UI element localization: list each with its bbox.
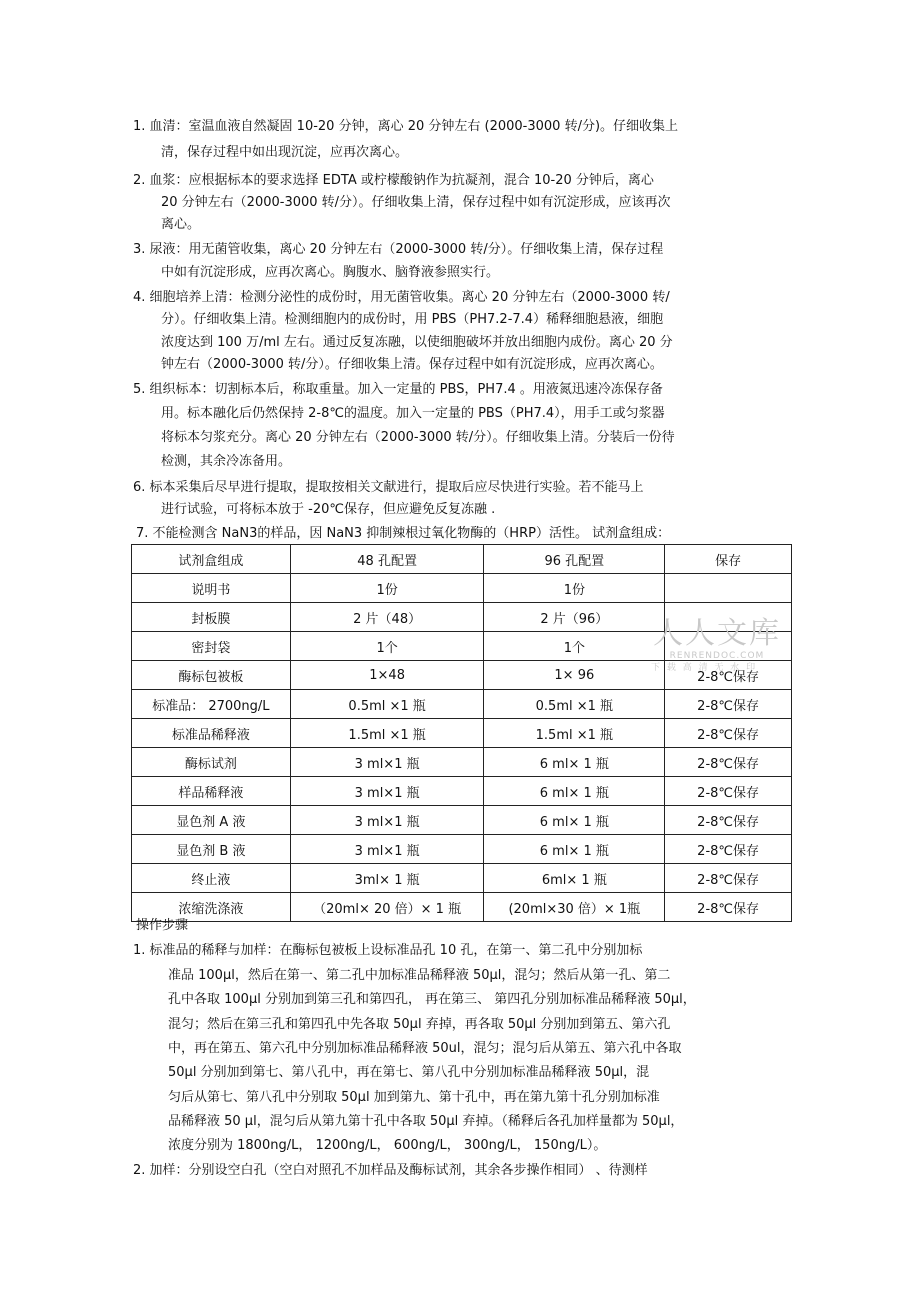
table-cell: 2 片（96） xyxy=(484,603,665,632)
header-cell: 96 孔配置 xyxy=(484,545,665,574)
section-5-line-3: 将标本匀浆充分。离心 20 分钟左右（2000-3000 转/分）。仔细收集上清。分装后一份待 xyxy=(161,430,675,445)
table-cell xyxy=(665,574,792,603)
table-cell: 2-8℃保存 xyxy=(665,719,792,748)
table-row xyxy=(132,574,792,603)
table-cell: 1个 xyxy=(484,632,665,661)
table-cell: 2-8℃保存 xyxy=(665,661,792,690)
table-cell: 2-8℃保存 xyxy=(665,893,792,922)
section-6-line-2: 进行试验，可将标本放于 -20℃保存，但应避免反复冻融 . xyxy=(161,502,496,517)
table-cell: 说明书 xyxy=(132,574,291,603)
table-row xyxy=(132,864,792,893)
watermark-tagline: 下 载 高 清 无 水 印 xyxy=(651,663,758,673)
table-cell: 3 ml×1 瓶 xyxy=(290,835,484,864)
step-1-line-4: 混匀；然后在第三孔和第四孔中先各取 50μl 弃掉，再各取 50μl 分别加到第五、第六孔 xyxy=(168,1017,671,1032)
section-4-line-2: 分）。仔细收集上清。检测细胞内的成份时，用 PBS（PH7.2-7.4）稀释细胞悬液，细胞 xyxy=(161,312,664,327)
section-4-line-4: 钟左右（2000-3000 转/分）。仔细收集上清。保存过程中如有沉淀形成，应再次离心。 xyxy=(161,357,663,372)
table-cell: 显色剂 B 液 xyxy=(132,835,291,864)
step-1-line-1: 1. 标准品的稀释与加样：在酶标包被板上设标准品孔 10 孔，在第一、第二孔中分别加标 xyxy=(133,943,643,958)
section-1-line-2: 清，保存过程中如出现沉淀，应再次离心。 xyxy=(161,145,409,160)
table-cell: 2-8℃保存 xyxy=(665,748,792,777)
table-cell: （20ml× 20 倍）× 1 瓶 xyxy=(290,893,484,922)
section-3-line-1: 3. 尿液：用无菌管收集，离心 20 分钟左右（2000-3000 转/分）。仔细收集上清，保存过程 xyxy=(133,242,664,257)
table-cell: 3 ml×1 瓶 xyxy=(290,748,484,777)
table-cell: 显色剂 A 液 xyxy=(132,806,291,835)
table-cell: 0.5ml ×1 瓶 xyxy=(484,690,665,719)
table-cell: 密封袋 xyxy=(132,632,291,661)
table-row xyxy=(132,835,792,864)
section-3-line-2: 中如有沉淀形成，应再次离心。胸腹水、脑脊液参照实行。 xyxy=(161,265,500,280)
table-row xyxy=(132,893,792,922)
step-1-line-5: 中，再在第五、第六孔中分别加标准品稀释液 50ul，混匀；混匀后从第五、第六孔中各取 xyxy=(168,1041,682,1056)
procedure-heading: 操作步骤 xyxy=(136,918,189,933)
table-cell: 2-8℃保存 xyxy=(665,806,792,835)
table-cell: 1× 96 xyxy=(484,661,665,690)
watermark-logo: 人人文库 xyxy=(653,616,781,651)
watermark xyxy=(647,618,787,674)
table-cell: 1.5ml ×1 瓶 xyxy=(484,719,665,748)
kit-composition-table xyxy=(131,544,792,922)
table-cell: 标准品稀释液 xyxy=(132,719,291,748)
watermark-domain: RENRENDOC.COM xyxy=(669,651,765,661)
table-cell: 6 ml× 1 瓶 xyxy=(484,806,665,835)
table-cell: 1份 xyxy=(290,574,484,603)
table-row xyxy=(132,748,792,777)
table-cell: 2 片（48） xyxy=(290,603,484,632)
section-4-line-1: 4. 细胞培养上清：检测分泌性的成份时，用无菌管收集。离心 20 分钟左右（2000-3000 转/ xyxy=(133,290,670,305)
section-5-line-2: 用。标本融化后仍然保持 2-8℃的温度。加入一定量的 PBS（PH7.4），用手工或匀浆器 xyxy=(161,406,665,421)
table-cell: 终止液 xyxy=(132,864,291,893)
table-cell: 1.5ml ×1 瓶 xyxy=(290,719,484,748)
table-cell: 0.5ml ×1 瓶 xyxy=(290,690,484,719)
table-cell: 标准品： 2700ng/L xyxy=(132,690,291,719)
table-cell: 3ml× 1 瓶 xyxy=(290,864,484,893)
step-1-line-9: 浓度分别为 1800ng/L， 1200ng/L， 600ng/L， 300ng/L， 150ng/L）。 xyxy=(168,1138,607,1153)
table-cell: 1个 xyxy=(290,632,484,661)
table-cell: 3 ml×1 瓶 xyxy=(290,777,484,806)
section-4-line-3: 浓度达到 100 万/ml 左右。通过反复冻融，以使细胞破坏并放出细胞内成份。离心 20 分 xyxy=(161,335,673,350)
table-row xyxy=(132,777,792,806)
step-1-line-2: 准品 100μl，然后在第一、第二孔中加标准品稀释液 50μl，混匀；然后从第一孔、第二 xyxy=(168,968,671,983)
step-1-line-3: 孔中各取 100μl 分别加到第三孔和第四孔， 再在第三、 第四孔分别加标准品稀释液 50μl， xyxy=(168,992,696,1007)
table-cell: 封板膜 xyxy=(132,603,291,632)
section-5-line-4: 检测，其余冷冻备用。 xyxy=(161,454,292,469)
section-7-line-1: 7. 不能检测含 NaN3的样品，因 NaN3 抑制辣根过氧化物酶的（HRP）活性。 试剂盒组成： xyxy=(136,526,671,541)
section-2-line-3: 离心。 xyxy=(161,217,201,232)
section-6-line-1: 6. 标本采集后尽早进行提取，提取按相关文献进行，提取后应尽快进行实验。若不能马上 xyxy=(133,480,644,495)
table-row xyxy=(132,719,792,748)
table-cell: (20ml×30 倍）× 1瓶 xyxy=(484,893,665,922)
section-2-line-2: 20 分钟左右（2000-3000 转/分）。仔细收集上清，保存过程中如有沉淀形成，应该再次 xyxy=(161,195,671,210)
table-cell: 2-8℃保存 xyxy=(665,835,792,864)
table-cell: 浓缩洗涤液 xyxy=(132,893,291,922)
table-row xyxy=(132,690,792,719)
table-cell: 2-8℃保存 xyxy=(665,690,792,719)
table-cell: 2-8℃保存 xyxy=(665,864,792,893)
table-cell: 6 ml× 1 瓶 xyxy=(484,777,665,806)
table-header-row xyxy=(132,545,792,574)
header-cell: 试剂盒组成 xyxy=(132,545,291,574)
table-cell: 2-8℃保存 xyxy=(665,777,792,806)
header-cell: 保存 xyxy=(665,545,792,574)
table-cell: 1份 xyxy=(484,574,665,603)
step-1-line-8: 品稀释液 50 μl，混匀后从第九第十孔中各取 50μl 弃掉。（稀释后各孔加样量都为 50μl， xyxy=(168,1114,684,1129)
table-cell: 6 ml× 1 瓶 xyxy=(484,748,665,777)
table-cell: 酶标试剂 xyxy=(132,748,291,777)
section-1-line-1: 1. 血清：室温血液自然凝固 10-20 分钟，离心 20 分钟左右 (2000-3000 转/分)。仔细收集上 xyxy=(133,119,679,134)
step-1-line-7: 匀后从第七、第八孔中分别取 50μl 加到第九、第十孔中，再在第九第十孔分别加标准 xyxy=(168,1090,660,1105)
table-cell: 酶标包被板 xyxy=(132,661,291,690)
table-cell: 样品稀释液 xyxy=(132,777,291,806)
section-2-line-1: 2. 血浆：应根据标本的要求选择 EDTA 或柠檬酸钠作为抗凝剂，混合 10-20 分钟后，离心 xyxy=(133,173,654,188)
table-cell: 6 ml× 1 瓶 xyxy=(484,835,665,864)
header-cell: 48 孔配置 xyxy=(290,545,484,574)
table-cell: 3 ml×1 瓶 xyxy=(290,806,484,835)
table-row xyxy=(132,806,792,835)
table-cell: 1×48 xyxy=(290,661,484,690)
table-cell: 6ml× 1 瓶 xyxy=(484,864,665,893)
section-5-line-1: 5. 组织标本：切割标本后，称取重量。加入一定量的 PBS，PH7.4 。用液氮迅速冷冻保存备 xyxy=(133,382,663,397)
step-2-line-1: 2. 加样：分别设空白孔（空白对照孔不加样品及酶标试剂，其余各步操作相同） 、待测样 xyxy=(133,1163,648,1178)
step-1-line-6: 50μl 分别加到第七、第八孔中，再在第七、第八孔中分别加标准品稀释液 50μl，混 xyxy=(168,1065,650,1080)
